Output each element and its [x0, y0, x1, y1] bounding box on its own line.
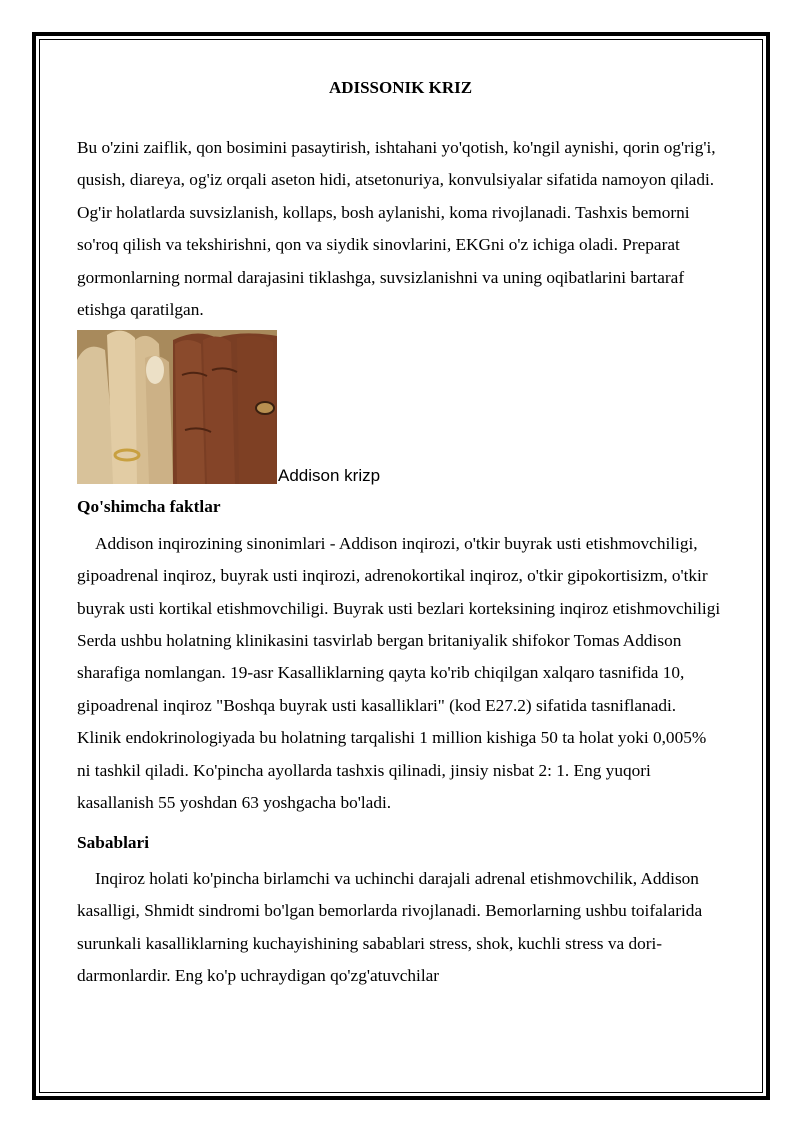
figure-caption: Addison krizp [278, 466, 381, 486]
section-heading-causes: Sabablari [77, 832, 150, 852]
hands-photo [77, 330, 277, 484]
figure [77, 330, 722, 484]
intro-paragraph: Bu o'zini zaiflik, qon bosimini pasaytirish, ishtahani yo'qotish, ko'ngil aynishi, qorin og'rig'i, qusish, diareya, og'iz orqali aseton hidi, atsetonuriya, konvulsiyalar sifatida namoyon qiladi. Og'ir holatlarda suvsizlanish, kollaps, bosh aylanishi, koma rivojlanadi. Tashxis bemorni so'roq qilish va tekshirishni, qon va siydik sinovlarini, EKGni o'z ichiga oladi. Preparat gormonlarning normal darajasini tiklashga, suvsizlanishni va uning oqibatlarini bartaraf etishga qaratilgan. [77, 138, 716, 320]
causes-paragraph: Inqiroz holati ko'pincha birlamchi va uchinchi darajali adrenal etishmovchilik, Addison kasalligi, Shmidt sindromi bo'lgan bemorlarda rivojlanadi. Bemorlarning ushbu toifalarida surunkali kasalliklarning kuchayishining sabablari stress, shok, kuchli stress va dori-darmonlardir. Eng ko'p uchraydigan qo'zg'atuvchilar [77, 868, 703, 986]
document-body [77, 74, 722, 993]
section-heading-facts: Qo'shimcha faktlar [77, 497, 221, 517]
facts-paragraph: Addison inqirozining sinonimlari - Addison inqirozi, o'tkir buyrak usti etishmovchiligi, gipoadrenal inqiroz, buyrak usti inqirozi, adrenokortikal inqiroz, o'tkir gipokortisizm, o'tkir buyrak usti kortikal etishmovchiligi. Buyrak usti bezlari korteksining inqiroz etishmovchiligi Serda ushbu holatning klinikasini tasvirlab bergan britaniyalik shifokor Tomas Addison sharafiga nomlangan. 19-asr Kasalliklarning qayta ko'rib chiqilgan xalqaro tasnifida 10, gipoadrenal inqiroz "Boshqa buyrak usti kasalliklari" (kod E27.2) sifatida tasniflanadi. Klinik endokrinologiyada bu holatning tarqalishi 1 million kishiga 50 ta holat yoki 0,005% ni tashkil qiladi. Ko'pincha ayollarda tashxis qilinadi, jinsiy nisbat 2: 1. Eng yuqori kasallanish 55 yoshdan 63 yoshgacha bo'ladi. [77, 533, 721, 813]
document-title: ADISSONIK KRIZ [328, 78, 473, 97]
